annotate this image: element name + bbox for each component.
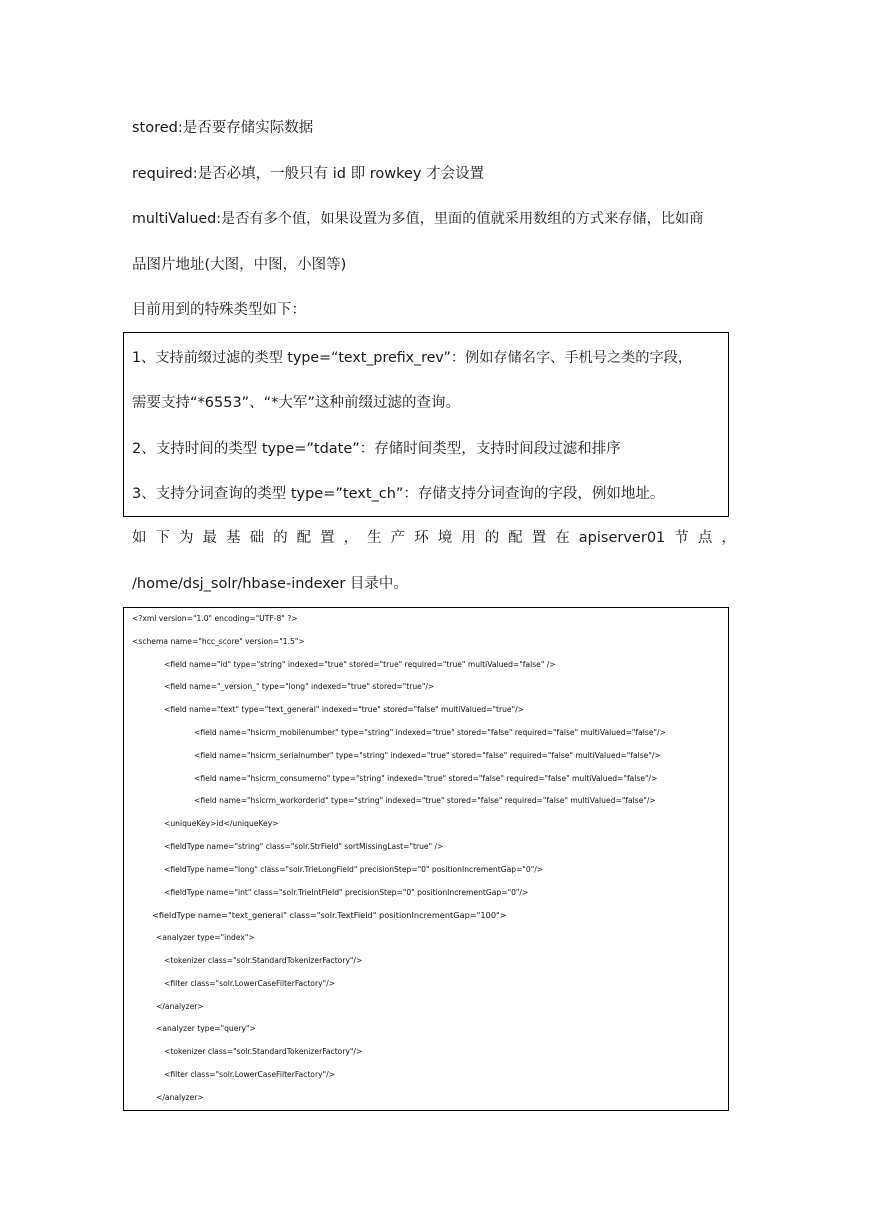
config-intro-token: 下 bbox=[155, 530, 171, 546]
config-intro-token: 的 bbox=[273, 530, 288, 546]
config-intro-token: 点 bbox=[697, 530, 713, 546]
code-line: <tokenizer class="solr.StandardTokenizerFactory"/> bbox=[164, 1047, 363, 1057]
code-line: <field name="hsicrm_mobilenumber" type="string" indexed="true" stored="false" required="false" multiValued="false"/> bbox=[194, 728, 666, 737]
special-types-box bbox=[123, 332, 729, 517]
code-line: <?xml version="1.0" encoding="UTF-8" ?> bbox=[132, 614, 298, 623]
config-intro-token: 在 bbox=[555, 530, 570, 546]
paragraph-multivalued-line1: multiValued:是否有多个值，如果设置为多值，里面的值就采用数组的方式来存储，比如商 bbox=[132, 211, 704, 227]
code-line: <analyzer type="query"> bbox=[156, 1024, 256, 1034]
config-intro-token: 基 bbox=[226, 530, 241, 546]
config-intro-token: apiserver01 bbox=[578, 530, 666, 546]
paragraph-multivalued-line2: 品图片地址(大图，中图，小图等) bbox=[132, 257, 347, 273]
code-line: <fieldType name="text_general" class="solr.TextField" positionIncrementGap="100"> bbox=[152, 910, 507, 921]
paragraph-required: required:是否必填，一般只有 id 即 rowkey 才会设置 bbox=[132, 166, 485, 182]
code-line: </analyzer> bbox=[156, 1092, 204, 1102]
config-intro-token: 用 bbox=[461, 530, 476, 546]
code-line: <uniqueKey>id</uniqueKey> bbox=[164, 819, 279, 829]
config-intro-token: 配 bbox=[508, 530, 523, 546]
config-intro-line2: /home/dsj_solr/hbase-indexer 目录中。 bbox=[132, 576, 408, 592]
code-line: <schema name="hcc_score" version="1.5"> bbox=[132, 636, 305, 646]
code-line: <tokenizer class="solr.StandardTokenizerFactory"/> bbox=[164, 956, 363, 965]
config-intro-token: 境 bbox=[437, 530, 453, 546]
code-line: </analyzer> bbox=[156, 1001, 204, 1011]
paragraph-special-types-intro: 目前用到的特殊类型如下： bbox=[132, 302, 306, 318]
special-type-line-2: 需要支持“*6553”、“*大军”这种前缀过滤的查询。 bbox=[132, 395, 460, 411]
config-intro-token: 最 bbox=[202, 530, 218, 546]
code-line: <fieldType name="int" class="solr.TrieIntField" precisionStep="0" positionIncrementGap="0"/> bbox=[164, 887, 529, 897]
code-line: <field name="hsicrm_workorderid" type="string" indexed="true" stored="false" required="false" multiValued="false"/> bbox=[194, 796, 656, 806]
special-type-line-3: 2、支持时间的类型 type=”tdate”：存储时间类型，支持时间段过滤和排序 bbox=[132, 441, 621, 457]
config-code-box bbox=[123, 607, 729, 1111]
config-intro-line1 bbox=[132, 528, 736, 548]
config-intro-token: 生 bbox=[367, 530, 382, 546]
config-intro-token: 节 bbox=[674, 530, 689, 546]
config-intro-token: 的 bbox=[484, 530, 500, 546]
config-intro-token: ， bbox=[721, 530, 736, 546]
config-intro-token: 配 bbox=[296, 530, 312, 546]
special-type-line-1: 1、支持前缀过滤的类型 type=“text_prefix_rev”：例如存储名字、手机号之类的字段， bbox=[132, 350, 693, 366]
config-intro-token: 为 bbox=[179, 530, 194, 546]
code-line: <field name="id" type="string" indexed="true" stored="true" required="true" multiValued="false" /> bbox=[164, 659, 556, 669]
code-line: <field name="hsicrm_consumerno" type="string" indexed="true" stored="false" required="false" multiValued="false"/> bbox=[194, 773, 658, 783]
code-line: <field name="hsicrm_serialnumber" type="string" indexed="true" stored="false" required="false" multiValued="false"/> bbox=[194, 750, 661, 760]
config-intro-token: 置 bbox=[320, 530, 335, 546]
paragraph-stored: stored:是否要存储实际数据 bbox=[132, 120, 314, 136]
code-line: <field name="text" type="text_general" indexed="true" stored="false" multiValued="true"/> bbox=[164, 705, 524, 715]
code-line: <fieldType name="string" class="solr.StrField" sortMissingLast="true" /> bbox=[164, 842, 444, 851]
config-intro-token: 础 bbox=[249, 530, 265, 546]
config-intro-token: 置 bbox=[531, 530, 547, 546]
config-intro-token: 环 bbox=[414, 530, 429, 546]
code-line: <filter class="solr.LowerCaseFilterFactory"/> bbox=[164, 978, 335, 988]
code-line: <filter class="solr.LowerCaseFilterFactory"/> bbox=[164, 1070, 335, 1079]
code-line: <fieldType name="long" class="solr.TrieLongField" precisionStep="0" positionIncrementGap="0"/> bbox=[164, 864, 544, 874]
special-type-line-4: 3、支持分词查询的类型 type=”text_ch”：存储支持分词查询的字段，例如地址。 bbox=[132, 486, 665, 502]
code-line: <field name="_version_" type="long" indexed="true" stored="true"/> bbox=[164, 682, 435, 692]
config-intro-token: 如 bbox=[132, 530, 147, 546]
config-intro-token: ， bbox=[343, 530, 359, 546]
code-line: <analyzer type="index"> bbox=[156, 933, 255, 943]
config-intro-token: 产 bbox=[390, 530, 406, 546]
